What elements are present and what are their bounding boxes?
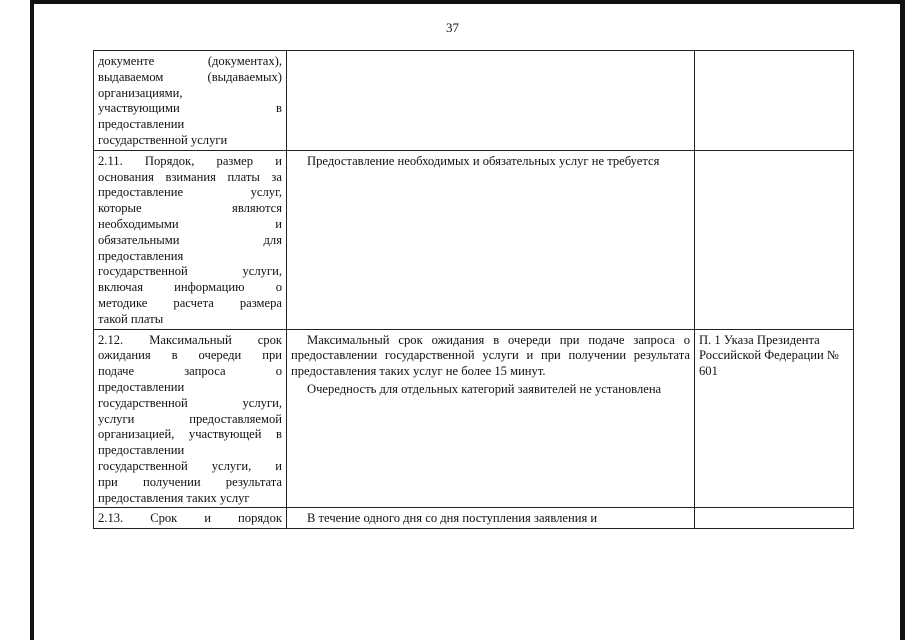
legal-basis-text: П. 1 Указа Президента Российской Федерации № 601	[699, 332, 839, 379]
text-line: предоставлении	[98, 379, 185, 394]
text-line: методике расчета размера	[98, 295, 282, 310]
text-line: участвующими в	[98, 101, 282, 116]
text-line: подаче запроса о	[98, 364, 282, 379]
text-line: предоставления таких услуг	[98, 490, 250, 505]
text-line: предоставлении	[98, 443, 185, 458]
table-row	[94, 508, 854, 529]
text-line: услуги предоставляемой	[98, 411, 282, 426]
text-line: такой платы	[98, 311, 164, 326]
text-line: государственной услуги, и	[98, 458, 282, 473]
content-paragraph: В течение одного дня со дня поступления заявления и	[307, 511, 598, 526]
legal-basis-cell	[695, 150, 854, 329]
scan-border-right	[900, 0, 905, 640]
text-line: государственной услуги	[98, 132, 228, 147]
table-row	[94, 329, 854, 508]
requirement-content-cell	[287, 150, 695, 329]
requirement-content-cell	[287, 51, 695, 151]
content-paragraph: Предоставление необходимых и обязательных услуг не требуется	[307, 153, 660, 168]
text-line: организациями,	[98, 85, 183, 100]
text-line: 2.12. Максимальный срок	[98, 332, 282, 347]
scan-border-top	[30, 0, 905, 4]
content-paragraph: Максимальный срок ожидания в очереди при подаче запроса о предоставлении государственной услуги и при получении результата предоставления таких услуг не более 15 минут.	[291, 332, 690, 379]
text-line: предоставлении	[98, 117, 185, 132]
legal-basis-cell	[695, 51, 854, 151]
text-line: основания взимания платы за	[98, 169, 282, 184]
text-line: необходимыми и	[98, 216, 282, 231]
text-line: обязательными для	[98, 232, 282, 247]
regulation-table	[93, 50, 854, 529]
text-line: 2.13. Срок и порядок	[98, 511, 282, 526]
text-line: включая информацию о	[98, 280, 282, 295]
legal-basis-cell	[695, 508, 854, 529]
text-line: 2.11. Порядок, размер и	[98, 153, 282, 168]
requirement-name-cell	[94, 508, 287, 529]
text-line: организацией, участвующей в	[98, 427, 282, 442]
text-line: при получении результата	[98, 474, 282, 489]
requirement-name-cell	[94, 150, 287, 329]
text-line: государственной услуги,	[98, 264, 282, 279]
legal-basis-cell	[695, 329, 854, 508]
requirement-content-cell	[287, 329, 695, 508]
requirement-content-cell	[287, 508, 695, 529]
text-line: выдаваемом (выдаваемых)	[98, 69, 282, 84]
requirement-name-cell	[94, 51, 287, 151]
content-paragraph: Очередность для отдельных категорий заявителей не установлена	[307, 381, 662, 396]
text-line: ожидания в очереди при	[98, 348, 282, 363]
text-line: государственной услуги,	[98, 395, 282, 410]
table-row	[94, 51, 854, 151]
requirement-name-cell	[94, 329, 287, 508]
text-line: предоставление услуг,	[98, 185, 282, 200]
text-line: документе (документах),	[98, 54, 282, 68]
page-number: 37	[446, 20, 459, 35]
text-line: которые являются	[98, 201, 282, 216]
text-line: предоставления	[98, 248, 184, 263]
scan-border-left	[30, 0, 34, 640]
table-row	[94, 150, 854, 329]
